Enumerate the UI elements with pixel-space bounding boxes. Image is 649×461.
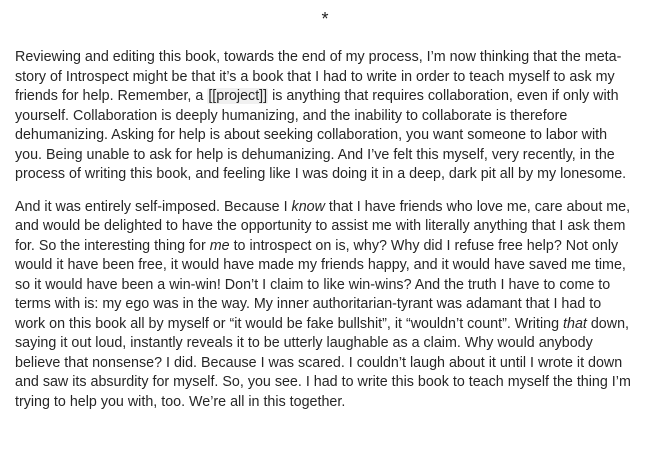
- paragraph-1-text-a: Reviewing and editing this book, towards the end of my process, I’m now thinking that the meta-story of Introspect might be that it’s a book that I had to write in order to teach myself to ask my friends for help. Remember, a: [15, 49, 622, 104]
- emphasis-me: me: [209, 237, 230, 254]
- project-wiki-link[interactable]: [[project]]: [208, 88, 268, 104]
- paragraph-2-text-3: to introspect on is, why? Why did I refuse free help? Not only would it have been free, it would have made my friends happy, and it would have saved me time, so it would have been a win-win! Don’t I claim to like win-wins? And the truth I have to come to terms with is: my ego was in the way. My inner authoritarian-tyrant was adamant that I had to work on this book all by myself or “it would be fake bullshit”, it “wouldn’t count”. Writing: [15, 237, 626, 332]
- paragraph-2-text-1: And it was entirely self-imposed. Because I: [15, 198, 292, 215]
- paragraph-2-text-2: that I have friends who love me, care about me, and would be delighted to have the opportunity to assist me with literally anything that I ask them for. So the interesting thing for: [15, 198, 631, 254]
- emphasis-know: know: [291, 198, 325, 215]
- section-separator: *: [321, 9, 329, 29]
- emphasis-that: that: [563, 315, 587, 332]
- paragraph-2-text-4: down, saying it out loud, instantly reveals it to be utterly laughable as a claim. Why would anybody believe that nonsense? I did. Because I was scared. I couldn’t laugh about it until I wrote it down and saw its absurdity for myself. So, you see. I had to write this book to teach myself the thing I’m trying to help you with, too. We’re all in this together.: [15, 315, 631, 410]
- paragraph-1-text-b: is anything that requires collaboration, even if only with yourself. Collaboration is deeply humanizing, and the inability to collaborate is therefore dehumanizing. Asking for help is about seeking collaboration, you want someone to labor with you. Being unable to ask for help is dehumanizing. And I’ve felt this myself, very recently, in the process of writing this book, and feeling like I was doing it in a deep, dark pit all by my lonesome.: [15, 88, 627, 182]
- paragraph-1: [15, 48, 635, 185]
- paragraph-2: [15, 198, 635, 413]
